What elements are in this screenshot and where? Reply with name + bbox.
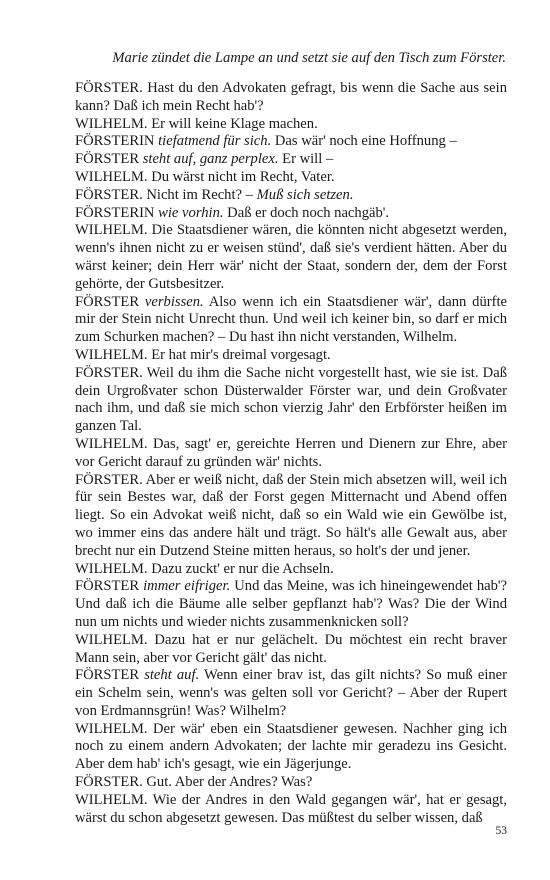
dialogue-segment: FÖRSTER: [75, 151, 143, 168]
dialogue-segment: FÖRSTER. Aber er weiß nicht, daß der Stein mich absetzen will, weil ich für sein Bestes war, daß der Forst gegen Mitternacht und Abend offen liegt. So ein Advokat weiß nicht, daß so ein Wald wie ein Gewölbe ist, wo immer eins das andere hält und trägt. So hält's alle Gewalt aus, aber brecht nur ein Dutzend Steine mitten heraus, so holt's der und jener.: [75, 471, 507, 559]
stage-instruction: immer eifriger.: [143, 578, 231, 595]
dialogue-paragraph: [75, 774, 507, 792]
dialogue-paragraph: [75, 116, 507, 134]
dialogue-paragraph: [75, 365, 507, 436]
dialogue-segment: WILHELM. Dazu hat er nur gelächelt. Du möchtest ein recht braver Mann sein, aber vor Gericht gält' das nicht.: [75, 631, 507, 666]
stage-instruction: steht auf, ganz perplex.: [142, 151, 279, 168]
dialogue-segment: Daß er doch noch nachgäb'.: [223, 204, 390, 221]
dialogue-segment: WILHELM. Die Staatsdiener wären, die könnten nicht abgesetzt werden, wenn's ihnen nicht zu er weisen stünd', daß sie's verdient hätten. Aber du wärst keiner; dein Herr wär' nicht der Staat, sondern der, dem der Forst gehörte, der Gutsbesitzer.: [75, 222, 507, 292]
dialogue-paragraph: [75, 187, 507, 205]
dialogue-paragraph: [75, 294, 507, 347]
stage-instruction: wie vorhin.: [158, 204, 224, 221]
dialogue-segment: WILHELM. Wie der Andres in den Wald gegangen wär', hat er gesagt, wärst du schon abgesetzt gewesen. Das müßtest du selber wissen, daß: [75, 791, 507, 826]
dialogue-segment: Also wenn ich ein Staatsdiener wär', dann dürfte mir der Stein nicht Unrecht thun. Und weil ich keiner bin, so darf er mich zum Schurken machen? – Du hast ihn nicht verstanden, Wilhelm.: [75, 293, 508, 346]
dialogue-paragraph: [75, 472, 507, 561]
dialogue-paragraph: [75, 632, 507, 668]
dialogue-paragraph: [75, 205, 507, 223]
dialogue-segment: FÖRSTER: [75, 578, 144, 595]
dialogue-paragraph: [75, 80, 507, 116]
dialogue-paragraph: [75, 347, 507, 365]
dialogue-segment: FÖRSTERIN: [75, 133, 159, 150]
dialogue-paragraph: [75, 578, 507, 631]
stage-instruction: steht auf.: [144, 667, 200, 684]
dialogue-segment: Und das Meine, was ich hineingewendet hab'? Und daß ich die Bäume alle selber gepflanzt hab'? Was? Die der Wind nun um nichts und wieder nichts zusammenknicken soll?: [75, 578, 507, 630]
dialogue-paragraph: [75, 169, 507, 187]
dialogue-segment: WILHELM. Der wär' eben ein Staatsdiener gewesen. Nachher ging ich noch zu einem andern Advokaten; der lachte mir geradezu ins Gesicht. Aber dem hab' ich's gesagt, wie ein Jägerjunge.: [75, 720, 507, 773]
dialogue-segment: WILHELM. Das, sagt' er, gereichte Herren und Dienern zur Ehre, aber vor Gericht darauf zu gründen wär' nichts.: [75, 435, 507, 470]
dialogue-paragraph: [75, 436, 507, 472]
dialogue-paragraph: [75, 721, 507, 774]
stage-instruction: tiefatmend für sich.: [158, 133, 272, 150]
dialogue-segment: Wenn einer brav ist, das gilt nichts? So muß einer ein Schelm sein, wenn's was gelten soll vor Gericht? – Aber der Rupert von Erdmannsgrün! Was? Wilhelm?: [75, 667, 508, 719]
dialogue-text: [75, 80, 507, 827]
stage-instruction: verbissen.: [144, 293, 204, 310]
dialogue-paragraph: [75, 151, 507, 169]
dialogue-paragraph: [75, 667, 507, 720]
dialogue-segment: FÖRSTER: [75, 667, 145, 684]
dialogue-paragraph: [75, 133, 507, 151]
dialogue-segment: WILHELM. Dazu zuckt' er nur die Achseln.: [75, 560, 334, 577]
dialogue-paragraph: [75, 561, 507, 579]
dialogue-segment: FÖRSTER. Weil du ihm die Sache nicht vorgestellt hast, wie sie ist. Daß dein Urgroßvater schon Düsterwalder Förster war, und dein Großvater nach ihm, und daß sie mich schon vierzig Jahr' den Erbförster heißen im ganzen Tal.: [75, 364, 507, 435]
dialogue-segment: FÖRSTER. Hast du den Advokaten gefragt, bis wenn die Sache aus sein kann? Daß ich mein Recht hab'?: [75, 80, 507, 114]
dialogue-segment: FÖRSTER. Gut. Aber der Andres? Was?: [75, 774, 313, 791]
stage-direction: Marie zündet die Lampe an und setzt sie auf den Tisch zum Förster.: [112, 50, 506, 66]
dialogue-segment: Das wär' noch eine Hoffnung –: [271, 133, 457, 150]
dialogue-segment: Er will –: [278, 151, 334, 168]
dialogue-segment: WILHELM. Du wärst nicht im Recht, Vater.: [75, 168, 335, 185]
page-number: 53: [495, 825, 507, 837]
dialogue-segment: FÖRSTER. Nicht im Recht? –: [75, 186, 257, 203]
stage-instruction: Muß sich setzen.: [256, 186, 354, 203]
dialogue-segment: FÖRSTER: [75, 293, 145, 310]
dialogue-segment: WILHELM. Er hat mir's dreimal vorgesagt.: [75, 346, 331, 363]
dialogue-paragraph: [75, 792, 507, 828]
dialogue-segment: WILHELM. Er will keine Klage machen.: [75, 115, 318, 132]
dialogue-paragraph: [75, 222, 507, 293]
dialogue-segment: FÖRSTERIN: [75, 204, 159, 221]
